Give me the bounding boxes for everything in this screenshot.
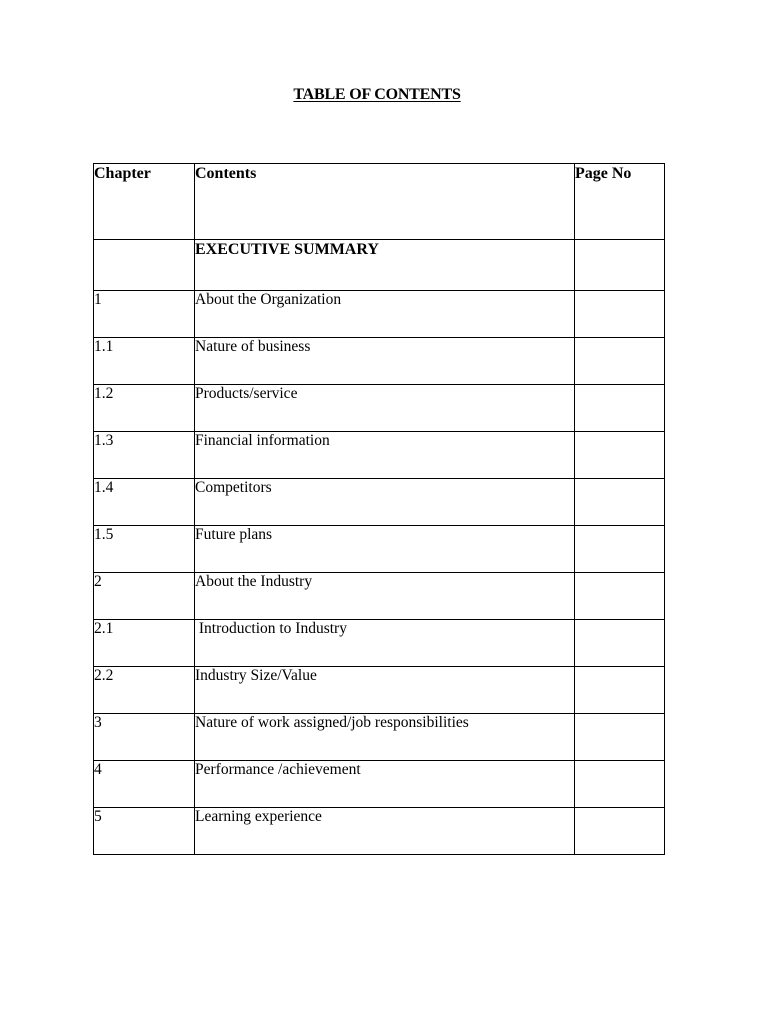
- table-row: [94, 714, 665, 761]
- table-row: [94, 432, 665, 479]
- table-row: [94, 761, 665, 808]
- contents-cell: About the Organization: [195, 291, 575, 338]
- table-row: [94, 808, 665, 855]
- contents-cell: Products/service: [195, 385, 575, 432]
- page-cell: [575, 479, 665, 526]
- chapter-cell: 1: [94, 291, 195, 338]
- contents-cell: Learning experience: [195, 808, 575, 855]
- chapter-cell: [94, 240, 195, 291]
- table-of-contents: [93, 163, 665, 855]
- table-row: [94, 291, 665, 338]
- table-row: [94, 667, 665, 714]
- chapter-column-header: Chapter: [94, 164, 195, 240]
- page-cell: [575, 432, 665, 479]
- page-cell: [575, 338, 665, 385]
- chapter-cell: 2.2: [94, 667, 195, 714]
- page-cell: [575, 808, 665, 855]
- page-cell: [575, 385, 665, 432]
- executive-summary-label: EXECUTIVE SUMMARY: [195, 240, 575, 291]
- chapter-cell: 3: [94, 714, 195, 761]
- page-cell: [575, 291, 665, 338]
- chapter-cell: 1.2: [94, 385, 195, 432]
- page-cell: [575, 714, 665, 761]
- chapter-cell: 1.1: [94, 338, 195, 385]
- contents-cell: Introduction to Industry: [195, 620, 575, 667]
- table-row: [94, 573, 665, 620]
- contents-cell: Competitors: [195, 479, 575, 526]
- contents-cell: Industry Size/Value: [195, 667, 575, 714]
- contents-cell: About the Industry: [195, 573, 575, 620]
- table-row: [94, 479, 665, 526]
- page-cell: [575, 620, 665, 667]
- page-cell: [575, 761, 665, 808]
- table-row: [94, 620, 665, 667]
- page-cell: [575, 240, 665, 291]
- chapter-cell: 1.5: [94, 526, 195, 573]
- page-cell: [575, 526, 665, 573]
- page-no-column-header: Page No: [575, 164, 665, 240]
- chapter-cell: 5: [94, 808, 195, 855]
- contents-cell: Future plans: [195, 526, 575, 573]
- chapter-cell: 1.3: [94, 432, 195, 479]
- contents-cell: Performance /achievement: [195, 761, 575, 808]
- table-row: [94, 526, 665, 573]
- chapter-cell: 2: [94, 573, 195, 620]
- chapter-cell: 1.4: [94, 479, 195, 526]
- chapter-cell: 2.1: [94, 620, 195, 667]
- executive-summary-row: [94, 240, 665, 291]
- table-row: [94, 338, 665, 385]
- page-cell: [575, 667, 665, 714]
- contents-column-header: Contents: [195, 164, 575, 240]
- table-row: [94, 385, 665, 432]
- page-title: TABLE OF CONTENTS: [293, 86, 461, 103]
- contents-cell: Nature of business: [195, 338, 575, 385]
- chapter-cell: 4: [94, 761, 195, 808]
- contents-cell: Financial information: [195, 432, 575, 479]
- table-header-row: [94, 164, 665, 240]
- contents-cell: Nature of work assigned/job responsibilities: [195, 714, 575, 761]
- page-cell: [575, 573, 665, 620]
